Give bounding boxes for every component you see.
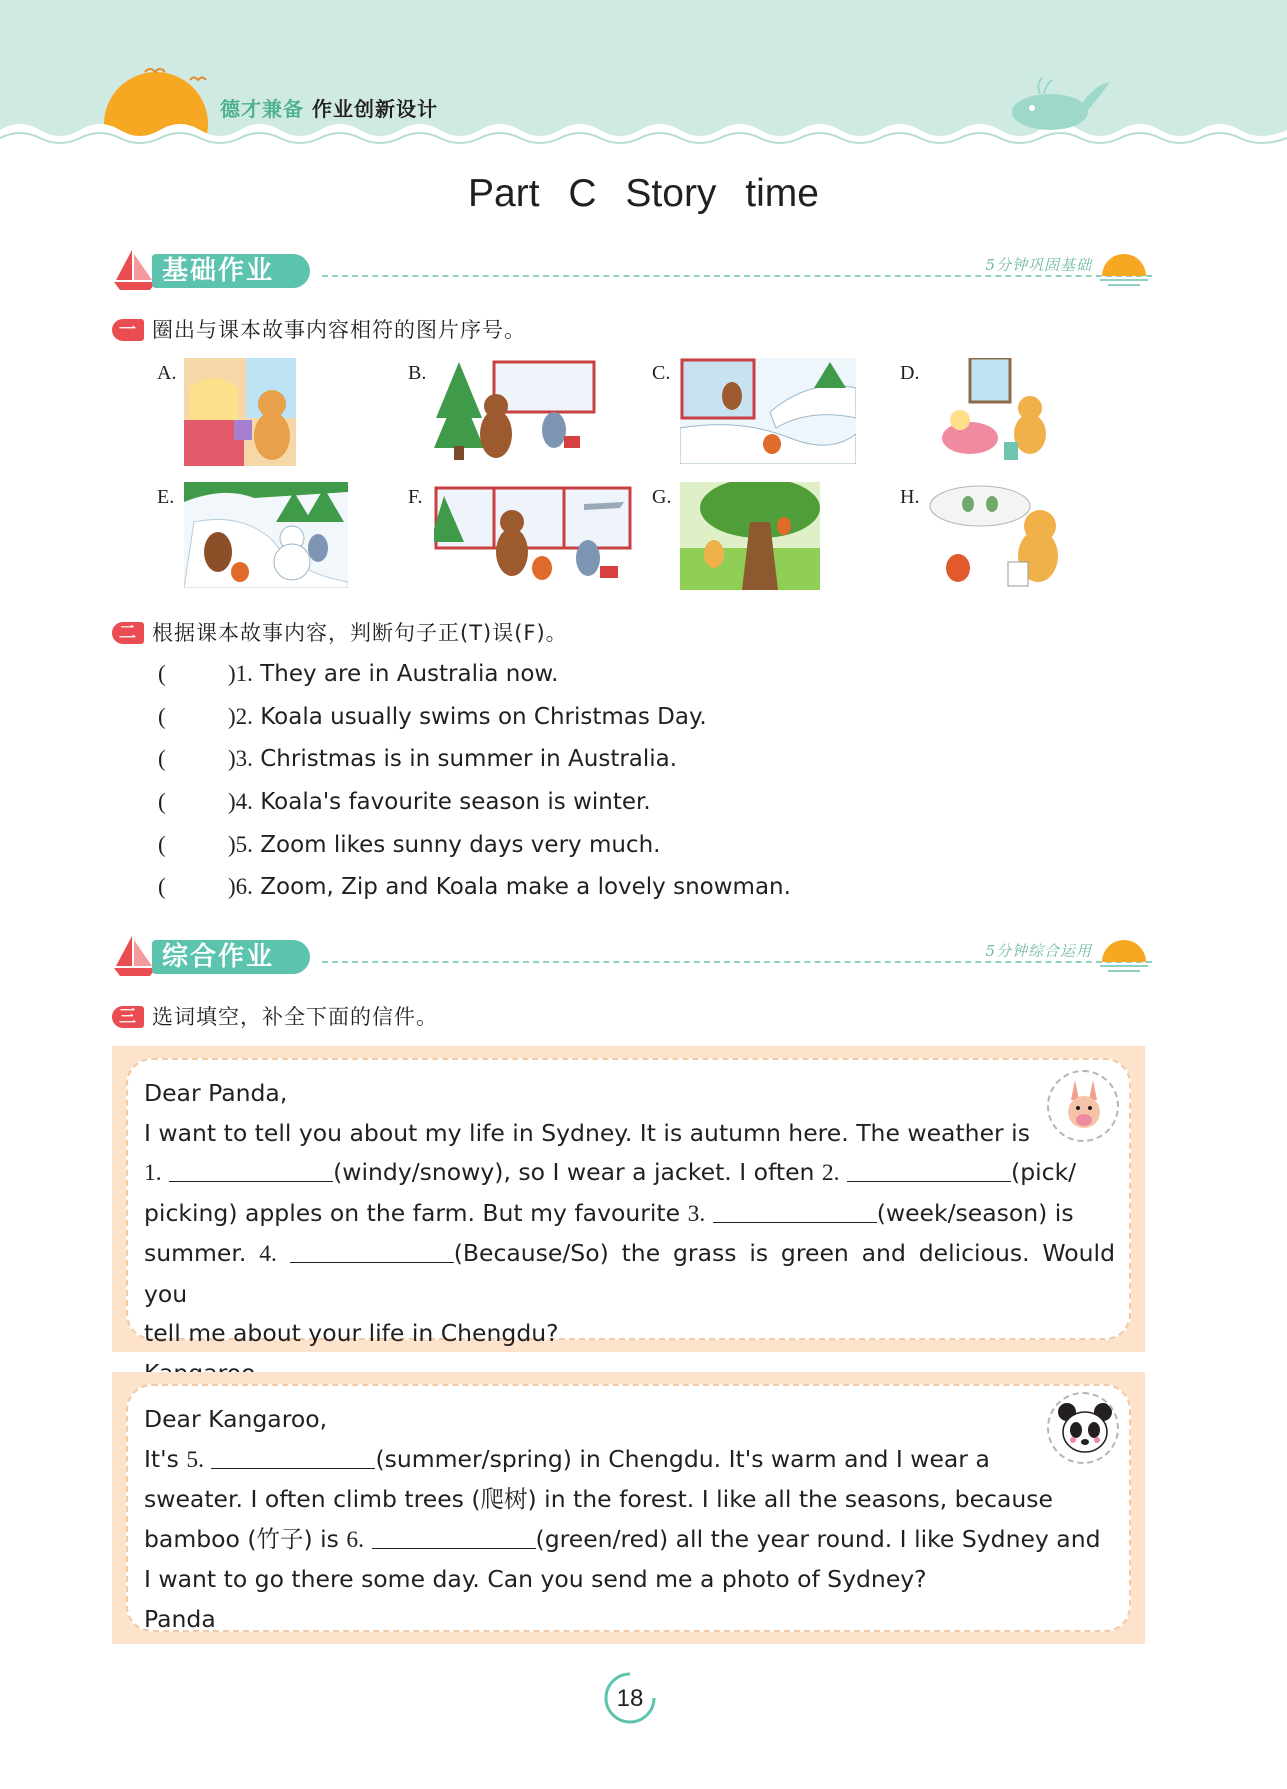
kangaroo-avatar (1047, 1070, 1119, 1142)
letter-line: summer. 4. (Because/So) the grass is green and delicious. Would you (144, 1239, 1115, 1308)
thinking-bear-illustration (928, 482, 1074, 590)
question-badge: 二 (112, 622, 144, 644)
letter-body (126, 1058, 1131, 1347)
section-tag: 5分钟巩固基础 (985, 256, 1092, 274)
letter-line: I want to tell you about my life in Sydney. It is autumn here. The weather is (144, 1118, 1030, 1147)
answer-blank[interactable]: ( (158, 661, 166, 686)
letter-line: bamboo (竹子) is 6. (green/red) all the year round. I like Sydney and (144, 1524, 1101, 1553)
small-sun-icon (1096, 932, 1152, 974)
tf-sentence: Koala's favourite season is winter. (260, 789, 651, 815)
question-badge: 一 (112, 319, 144, 341)
picture-f[interactable] (434, 482, 632, 586)
snow-house-illustration (680, 358, 856, 464)
tf-sentence: Zoom, Zip and Koala make a lovely snowman. (260, 874, 791, 900)
section-divider (322, 961, 1152, 963)
bedroom-koala-illustration (184, 358, 296, 466)
picture-letter-h: H. (900, 486, 920, 508)
snowman-illustration (184, 482, 348, 588)
question-2-header (112, 617, 568, 647)
letter-body (126, 1384, 1131, 1632)
section-comprehensive (112, 930, 1152, 984)
picture-letter-b: B. (408, 362, 427, 384)
question-prompt: 圈出与课本故事内容相符的图片序号。 (152, 318, 526, 342)
answer-blank[interactable]: ( (158, 874, 166, 899)
section-label: 综合作业 (152, 940, 310, 974)
airport-friends-illustration (434, 482, 632, 586)
small-sun-icon (1096, 246, 1152, 288)
answer-blank[interactable]: ( (158, 832, 166, 857)
tf-item: ( )6. Zoom, Zip and Koala make a lovely snowman. (158, 874, 791, 900)
tf-sentence: Koala usually swims on Christmas Day. (260, 704, 707, 730)
letter-from-kangaroo (112, 1046, 1145, 1352)
picture-a[interactable] (184, 358, 296, 466)
letter-line: picking) apples on the farm. But my favourite 3. (week/season) is (144, 1198, 1074, 1227)
whale-icon (1010, 74, 1110, 134)
picture-letter-f: F. (408, 486, 423, 508)
page-number-text: 18 (616, 1685, 644, 1712)
bed-bear-illustration (940, 358, 1050, 464)
tf-sentence: Zoom likes sunny days very much. (260, 832, 661, 858)
section-tag: 5分钟综合运用 (985, 942, 1092, 960)
letter-line: sweater. I often climb trees (爬树) in the forest. I like all the seasons, because (144, 1485, 1053, 1513)
section-divider (322, 275, 1152, 277)
brand-green-text: 德才兼备 (220, 97, 304, 121)
letter-line: tell me about your life in Chengdu? (144, 1319, 559, 1347)
letter-signature: Panda (144, 1604, 216, 1633)
letter-line: 1. (windy/snowy), so I wear a jacket. I often 2. (pick/ (144, 1158, 1077, 1186)
picture-c[interactable] (680, 358, 856, 464)
brand-title (220, 93, 438, 122)
tf-item: ( )3. Christmas is in summer in Australia. (158, 746, 678, 772)
letter-greeting: Dear Kangaroo, (144, 1405, 328, 1433)
big-tree-illustration (680, 482, 820, 590)
letter-greeting: Dear Panda, (144, 1079, 288, 1107)
page-title: Part C Story time (468, 172, 819, 215)
picture-letter-e: E. (157, 486, 175, 508)
page-number (600, 1668, 660, 1728)
answer-blank[interactable]: ( (158, 789, 166, 814)
section-label: 基础作业 (152, 254, 310, 288)
picture-letter-a: A. (157, 362, 177, 384)
brand-dark-text: 作业创新设计 (311, 97, 438, 121)
question-prompt: 选词填空，补全下面的信件。 (152, 1005, 438, 1029)
fill-blank-6[interactable] (372, 1525, 536, 1549)
section-basic (112, 244, 1152, 298)
picture-h[interactable] (928, 482, 1074, 590)
tf-item: ( )2. Koala usually swims on Christmas Day. (158, 704, 707, 730)
tf-sentence: Christmas is in summer in Australia. (260, 746, 678, 772)
fill-blank-3[interactable] (713, 1199, 877, 1223)
christmas-tree-airport-illustration (434, 358, 596, 464)
picture-letter-c: C. (652, 362, 671, 384)
tf-item: ( )4. Koala's favourite season is winter. (158, 789, 651, 815)
picture-letter-g: G. (652, 486, 672, 508)
page-header (0, 0, 1287, 150)
picture-g[interactable] (680, 482, 820, 590)
question-1-header (112, 314, 526, 344)
birds-icon (140, 58, 210, 88)
fill-blank-1[interactable] (169, 1158, 333, 1182)
letter-line: It's 5. (summer/spring) in Chengdu. It's warm and I wear a (144, 1444, 990, 1473)
picture-e[interactable] (184, 482, 348, 588)
tf-item: ( )5. Zoom likes sunny days very much. (158, 832, 661, 858)
answer-blank[interactable]: ( (158, 704, 166, 729)
answer-blank[interactable]: ( (158, 746, 166, 771)
fill-blank-2[interactable] (847, 1158, 1011, 1182)
question-3-header (112, 1001, 438, 1031)
fill-blank-5[interactable] (211, 1445, 375, 1469)
tf-item: ( )1. They are in Australia now. (158, 661, 559, 687)
question-badge: 三 (112, 1006, 144, 1028)
panda-avatar (1047, 1392, 1119, 1464)
picture-letter-d: D. (900, 362, 920, 384)
picture-b[interactable] (434, 358, 596, 464)
letter-from-panda (112, 1372, 1145, 1644)
fill-blank-4[interactable] (290, 1239, 454, 1263)
tf-sentence: They are in Australia now. (260, 661, 559, 687)
question-prompt: 根据课本故事内容，判断句子正(T)误(F)。 (152, 621, 568, 645)
picture-d[interactable] (940, 358, 1050, 464)
letter-line: I want to go there some day. Can you send me a photo of Sydney? (144, 1565, 927, 1593)
